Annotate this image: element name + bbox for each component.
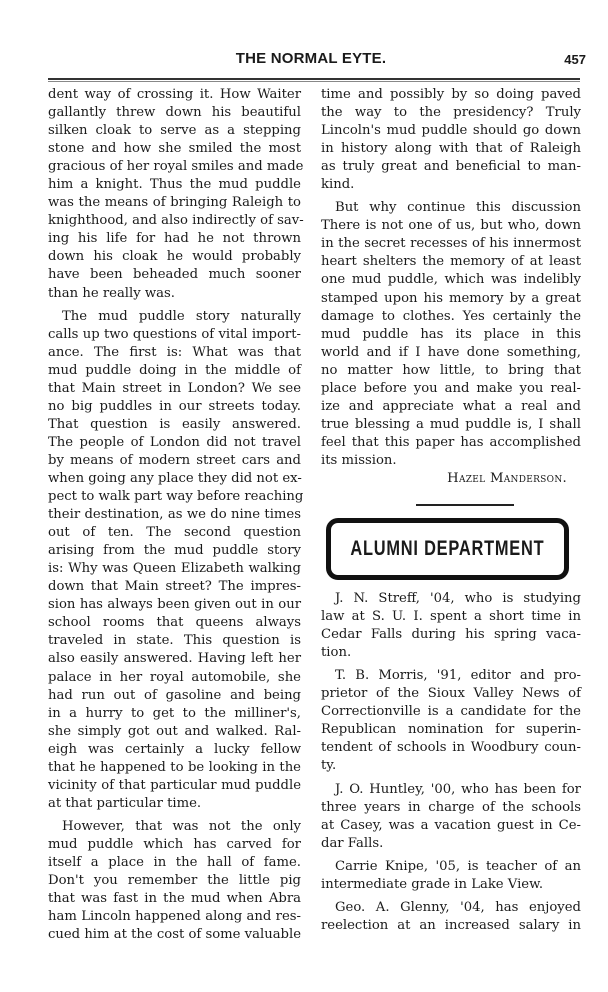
text-line: their destination, as we do nine times: [48, 507, 301, 523]
text-line: mud puddle doing in the middle of: [48, 362, 301, 378]
text-line: stone and how she smiled the most: [48, 141, 301, 157]
text-line: she simply got out and walked. Ral-: [48, 723, 301, 739]
text-line: ty.: [321, 758, 337, 774]
text-line: Republican nomination for superin-: [321, 722, 581, 738]
section-divider: [416, 504, 514, 506]
text-line: had run out of gasoline and being: [48, 687, 301, 703]
text-line: cued him at the cost of some valuable: [48, 927, 302, 943]
text-line: prietor of the Sioux Valley News of: [321, 686, 581, 702]
alumni-note: [321, 899, 581, 935]
text-line: heart shelters the memory of at least: [321, 254, 581, 270]
text-line: But why continue this discussion: [335, 200, 581, 216]
text-line: T. B. Morris, '91, editor and pro-: [335, 668, 581, 684]
text-line: down that Main street? The impres-: [48, 579, 301, 595]
alumni-note: [321, 858, 581, 894]
text-line: ance. The first is: What was that: [48, 344, 301, 360]
text-line: Don't you remember the little pig: [48, 873, 301, 889]
text-line: The people of London did not travel: [48, 434, 301, 450]
alumni-note: [321, 781, 581, 853]
text-line: in the secret recesses of his innermost: [321, 236, 581, 252]
section-banner-title: ALUMNI DEPARTMENT: [350, 537, 545, 560]
text-line: in history along with that of Raleigh: [321, 141, 581, 157]
text-line: tendent of schools in Woodbury coun-: [321, 740, 581, 756]
paragraph: [321, 199, 581, 470]
text-line: silken cloak to serve as a stepping: [48, 123, 301, 139]
text-line: true blessing a mud puddle is, I shall: [321, 416, 581, 432]
author-signature: Hazel Manderson.: [447, 470, 567, 486]
text-line: traveled in state. This question is: [48, 633, 301, 649]
text-line: when going any place they did not ex-: [48, 470, 302, 486]
journal-title: THE NORMAL EYTE.: [235, 50, 387, 67]
alumni-note: [321, 667, 581, 775]
text-line: school rooms that queens always: [48, 615, 301, 631]
text-line: down his cloak he would probably: [48, 249, 301, 265]
text-line: eigh was certainly a lucky fellow: [48, 741, 301, 757]
text-line: no big puddles in our streets today.: [48, 398, 301, 414]
text-line: that Main street in London? We see: [48, 380, 301, 396]
text-line: damage to clothes. Yes certainly the: [321, 308, 581, 324]
text-line: There is not one of us, but who, down: [321, 218, 581, 234]
text-line: the way to the presidency? Truly: [321, 105, 581, 121]
text-line: sion has always been given out in our: [48, 597, 301, 613]
text-line: no matter how little, to bring that: [321, 362, 581, 378]
text-line: by means of modern street cars and: [48, 452, 301, 468]
text-line: him a knight. Thus the mud puddle: [48, 177, 301, 193]
section-banner: [326, 518, 569, 580]
text-line: dent way of crossing it. How Waiter: [48, 87, 301, 102]
text-line: than he really was.: [48, 285, 175, 301]
text-line: Correctionville is a candidate for the: [321, 704, 581, 720]
left-column: [48, 86, 304, 944]
text-line: its mission.: [321, 452, 397, 468]
text-line: mud puddle has its place in this: [321, 326, 581, 342]
text-line: vicinity of that particular mud puddle: [48, 777, 301, 793]
text-line: Lincoln's mud puddle should go down: [321, 123, 581, 139]
text-line: palace in her royal automobile, she: [48, 669, 301, 685]
text-line: Geo. A. Glenny, '04, has enjoyed: [335, 899, 581, 915]
text-line: that was fast in the mud when Abra: [48, 891, 301, 907]
text-line: stamped upon his memory by a great: [321, 290, 581, 306]
text-line: feel that this paper has accomplished: [321, 434, 581, 450]
paragraph: [321, 86, 581, 194]
text-line: That question is easily answered.: [48, 416, 301, 432]
right-column: [321, 86, 581, 935]
text-line: Cedar Falls during his spring vaca-: [321, 627, 581, 643]
text-line: ham Lincoln happened along and res-: [48, 909, 301, 925]
text-line: that he happened to be looking in the: [48, 759, 301, 775]
text-line: at that particular time.: [48, 795, 202, 811]
paragraph: [48, 86, 304, 303]
text-line: arising from the mud puddle story: [48, 543, 301, 559]
text-line: also easily answered. Having left her: [48, 651, 301, 667]
text-line: calls up two questions of vital import-: [48, 326, 301, 342]
paragraph: [48, 308, 304, 813]
text-line: reelection at an increased salary in: [321, 917, 581, 933]
text-line: out of ten. The second question: [48, 525, 301, 541]
text-line: was the means of bringing Raleigh to: [48, 195, 301, 211]
text-line: gracious of her royal smiles and made: [48, 159, 304, 175]
text-line: The mud puddle story naturally: [62, 308, 301, 324]
text-line: kind.: [321, 177, 355, 193]
header-rule-thin: [48, 81, 580, 82]
running-header: [36, 50, 586, 72]
text-line: itself a place in the hall of fame.: [48, 854, 301, 870]
text-line: gallantly threw down his beautiful: [48, 105, 301, 121]
alumni-note: [321, 590, 581, 662]
page-number: 457: [564, 52, 586, 67]
text-line: have been beheaded much sooner: [48, 267, 301, 283]
text-line: is: Why was Queen Elizabeth walking: [48, 561, 301, 577]
text-line: ing his life for had he not thrown: [48, 231, 301, 247]
text-line: at Casey, was a vacation guest in Ce-: [321, 817, 581, 833]
text-line: J. O. Huntley, '00, who has been for: [335, 781, 581, 797]
text-line: dar Falls.: [321, 835, 384, 851]
text-line: knighthood, and also indirectly of sav-: [48, 213, 304, 229]
paragraph: [48, 818, 301, 944]
text-line: tion.: [321, 645, 352, 661]
text-line: in a hurry to get to the milliner's,: [48, 705, 301, 721]
text-line: ize and appreciate what a real and: [321, 398, 581, 414]
text-line: world and if I have done something,: [321, 344, 581, 360]
text-line: one mud puddle, which was indelibly: [321, 272, 581, 288]
text-line: pect to walk part way before reaching: [48, 489, 304, 505]
text-line: three years in charge of the schools: [321, 799, 581, 815]
text-line: mud puddle which has carved for: [48, 836, 301, 852]
text-line: place before you and make you real-: [321, 380, 581, 396]
text-line: Carrie Knipe, '05, is teacher of an: [335, 858, 581, 874]
text-line: law at S. U. I. spent a short time in: [321, 609, 581, 625]
text-line: However, that was not the only: [62, 818, 301, 834]
text-line: J. N. Streff, '04, who is studying: [335, 591, 581, 607]
text-line: intermediate grade in Lake View.: [321, 876, 544, 892]
header-rule: [48, 78, 580, 80]
text-line: as truly great and beneficial to man-: [321, 159, 581, 175]
text-line: time and possibly by so doing paved: [321, 87, 581, 102]
